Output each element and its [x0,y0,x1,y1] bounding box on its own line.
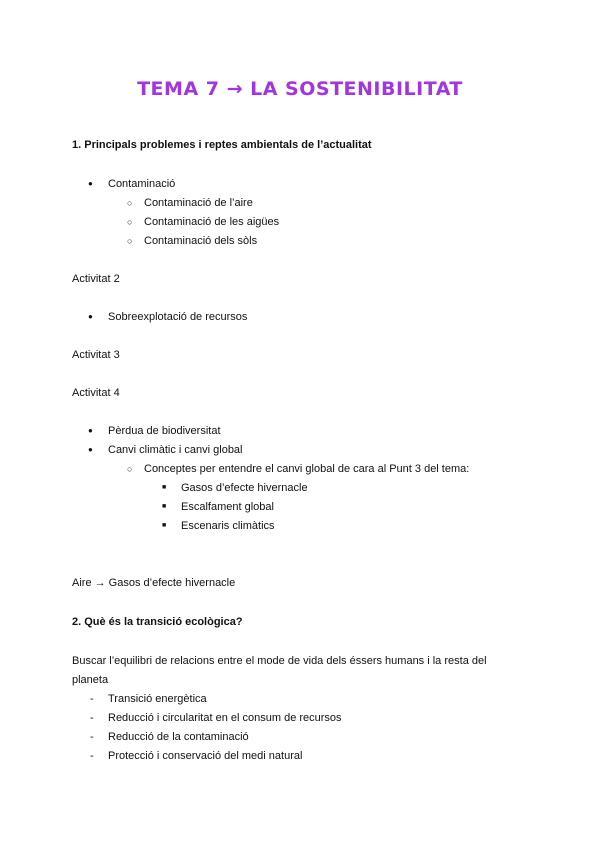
list-item: ● Sobreexplotació de recursos [108,310,247,324]
list-item: ■ Escalfament global [181,500,274,514]
section2-paragraph-line2: planeta [72,674,109,686]
list-item: - Protecció i conservació del medi natural [108,749,302,763]
section2-heading: 2. Què és la transició ecològica? [72,616,243,628]
list-item: ● Contaminació [108,177,175,191]
activitat-3-label: Activitat 3 [72,349,120,361]
list-item: - Reducció i circularitat en el consum de recursos [108,711,342,725]
activitat-2-label: Activitat 2 [72,273,120,285]
list-item: ○ Contaminació dels sòls [144,234,257,248]
list-item: ■ Escenaris climàtics [181,519,275,533]
list-item: ● Pèrdua de biodiversitat [108,424,221,438]
section1-heading: 1. Principals problemes i reptes ambientals de l’actualitat [72,139,372,151]
section2-paragraph-line1: Buscar l’equilibri de relacions entre el mode de vida dels éssers humans i la resta del [72,655,487,667]
activitat-4-label: Activitat 4 [72,387,120,399]
list-item: - Reducció de la contaminació [108,730,249,744]
aire-note: Aire → Gasos d’efecte hivernacle [72,577,236,589]
list-item: ■ Gasos d’efecte hivernacle [181,481,308,495]
list-item: ○ Conceptes per entendre el canvi global de cara al Punt 3 del tema: [144,462,469,476]
list-item: - Transició energètica [108,692,207,706]
list-item: ● Canvi climàtic i canvi global [108,443,243,457]
list-item: ○ Contaminació de l’aire [144,196,253,210]
page-title: TEMA 7 → LA SOSTENIBILITAT [137,78,463,100]
list-item: ○ Contaminació de les aigües [144,215,279,229]
